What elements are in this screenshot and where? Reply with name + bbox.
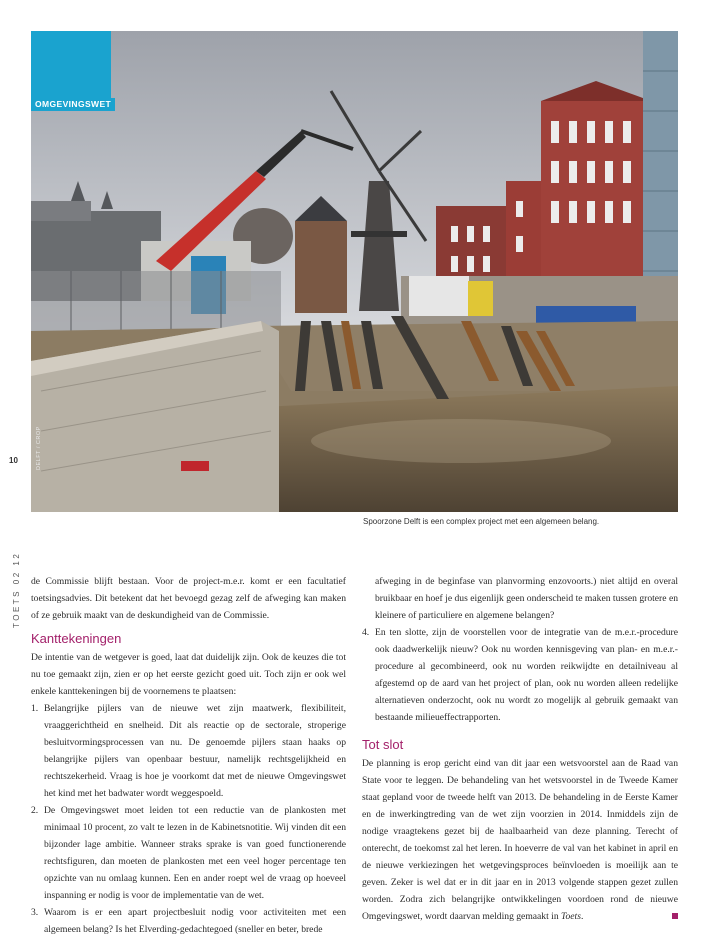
construction-site-illustration xyxy=(31,31,678,512)
list-item-text: Waarom is er een apart projectbesluit nodig voor activiteiten met een algemeen belang? Is het Elverding-gedachtegoed (sneller en beter, brede xyxy=(44,907,346,935)
list-item xyxy=(31,802,346,904)
left-column xyxy=(31,573,346,938)
tot-slot-text: De planning is erop gericht eind van dit jaar een wetsvoorstel aan de Raad van State voor te leggen. De behandeling van het wetsvoorstel in de Tweede Kamer staat gepland voor de tweede helft van 2013. De behandeling in de Eerste Kamer en de inwerkingtreding van de wet zijn voorzien in 2014. Inmiddels zijn de nodige vraagtekens gezet bij de haalbaarheid van deze planning. Terecht of onterecht, de toekomst zal het leren. In hoeverre de val van het kabinet in april en de nieuwe verkiezingen het wetgevingsproces beïnvloeden is moeilijk aan te geven. Zeker is wel dat er in dit jaar en in 2013 volgende stappen gezet zullen worden. Zodra zich belangrijke ontwikkelingen voordoen rond de nieuwe Omgevingswet, wordt daarvan melding gemaakt in xyxy=(362,758,678,922)
final-period: . xyxy=(580,911,584,922)
photo-caption: Spoorzone Delft is een complex project met een algemeen belang. xyxy=(363,517,600,526)
list-item-text: Belangrijke pijlers van de nieuwe wet zijn maatwerk, flexibiliteit, vraaggerichtheid en snelheid. Dit als reactie op de sectorale, stroperige besluitvormingsprocessen van nu. De genoemde pijlers staan haaks op belangrijke pijlers van openbaar bestuur, namelijk rechtsgelijkheid en rechtszekerheid. Vraag is hoe je voorkomt dat met de nieuwe Omgevingswet het kind met het badwater wordt weggespoeld. xyxy=(44,703,346,799)
article-photo xyxy=(31,31,678,512)
list-item-continuation: afweging in de beginfase van planvorming enzovoorts.) niet altijd en overal bruikbaar en hoef je dus eigenlijk geen onderscheid te maken tussen grotere en kleinere of particuliere en algemene belangen? xyxy=(375,576,678,621)
list-item xyxy=(362,624,678,726)
right-column xyxy=(362,573,678,925)
tot-slot-paragraph xyxy=(362,755,678,925)
heading-tot-slot: Tot slot xyxy=(362,737,404,752)
list-item-text: En ten slotte, zijn de voorstellen voor de integratie van de m.e.r.-procedure ook daadwerkelijk nieuw? Ook nu worden kennisgeving van plan- en m.e.r.-procedure al gecombineerd, ook nu worden reikwijdte en detailniveau al afgestemd op de aard van het project of plan, ook nu worden alleen redelijke alternatieven onderzocht, ook nu wordt zo mogelijk al gebruik gemaakt van bestaande milieueffectrapporten. xyxy=(375,627,678,723)
list-item xyxy=(31,700,346,802)
publication-name: Toets xyxy=(561,911,581,922)
section-tag: OMGEVINGSWET xyxy=(31,98,115,111)
list-item-text: De Omgevingswet moet leiden tot een reductie van de plankosten met minimaal 10 procent, zo valt te lezen in de Kabinetsnotitie. Wij vinden dit een bijzonder lage ambitie. Wanneer straks sprake is van goed functionerende rechtsfiguren, dan moeten de plankosten met een veel hoger percentage ten opzichte van nu omlaag kunnen. Een en ander roept wel de vraag op hoeveel inspanning er nodig is voor de implementatie van de wet. xyxy=(44,805,346,901)
list-item-number: 2. xyxy=(31,805,39,816)
intro-paragraph: de Commissie blijft bestaan. Voor de project-m.e.r. komt er een facultatief toetsingsadvies. Dit betekent dat het bevoegd gezag zelf de afweging kan maken of ze gebruik maakt van de deskundigheid van de Commissie. xyxy=(31,576,346,621)
list-item-number: 1. xyxy=(31,703,39,714)
page-number: 10 xyxy=(9,456,18,465)
list-item-number: 4. xyxy=(362,627,370,638)
heading-kanttekeningen: Kanttekeningen xyxy=(31,631,122,646)
list-item xyxy=(31,904,346,938)
photo-credit: DELFT / CROP xyxy=(36,426,42,470)
list-item-number: 3. xyxy=(31,907,39,918)
kanttekeningen-paragraph: De intentie van de wetgever is goed, laat dat duidelijk zijn. Ook de keuzes die tot nu toe gemaakt zijn, zien er op het eerste gezicht goed uit. Toch zijn er ook wel enkele kanttekeningen bij de voornemens te plaatsen: xyxy=(31,652,346,697)
kanttekeningen-list-continued xyxy=(362,624,678,726)
kanttekeningen-list xyxy=(31,700,346,938)
end-of-article-square-icon xyxy=(672,913,678,919)
running-head: TOETS 02 12 xyxy=(12,551,21,628)
